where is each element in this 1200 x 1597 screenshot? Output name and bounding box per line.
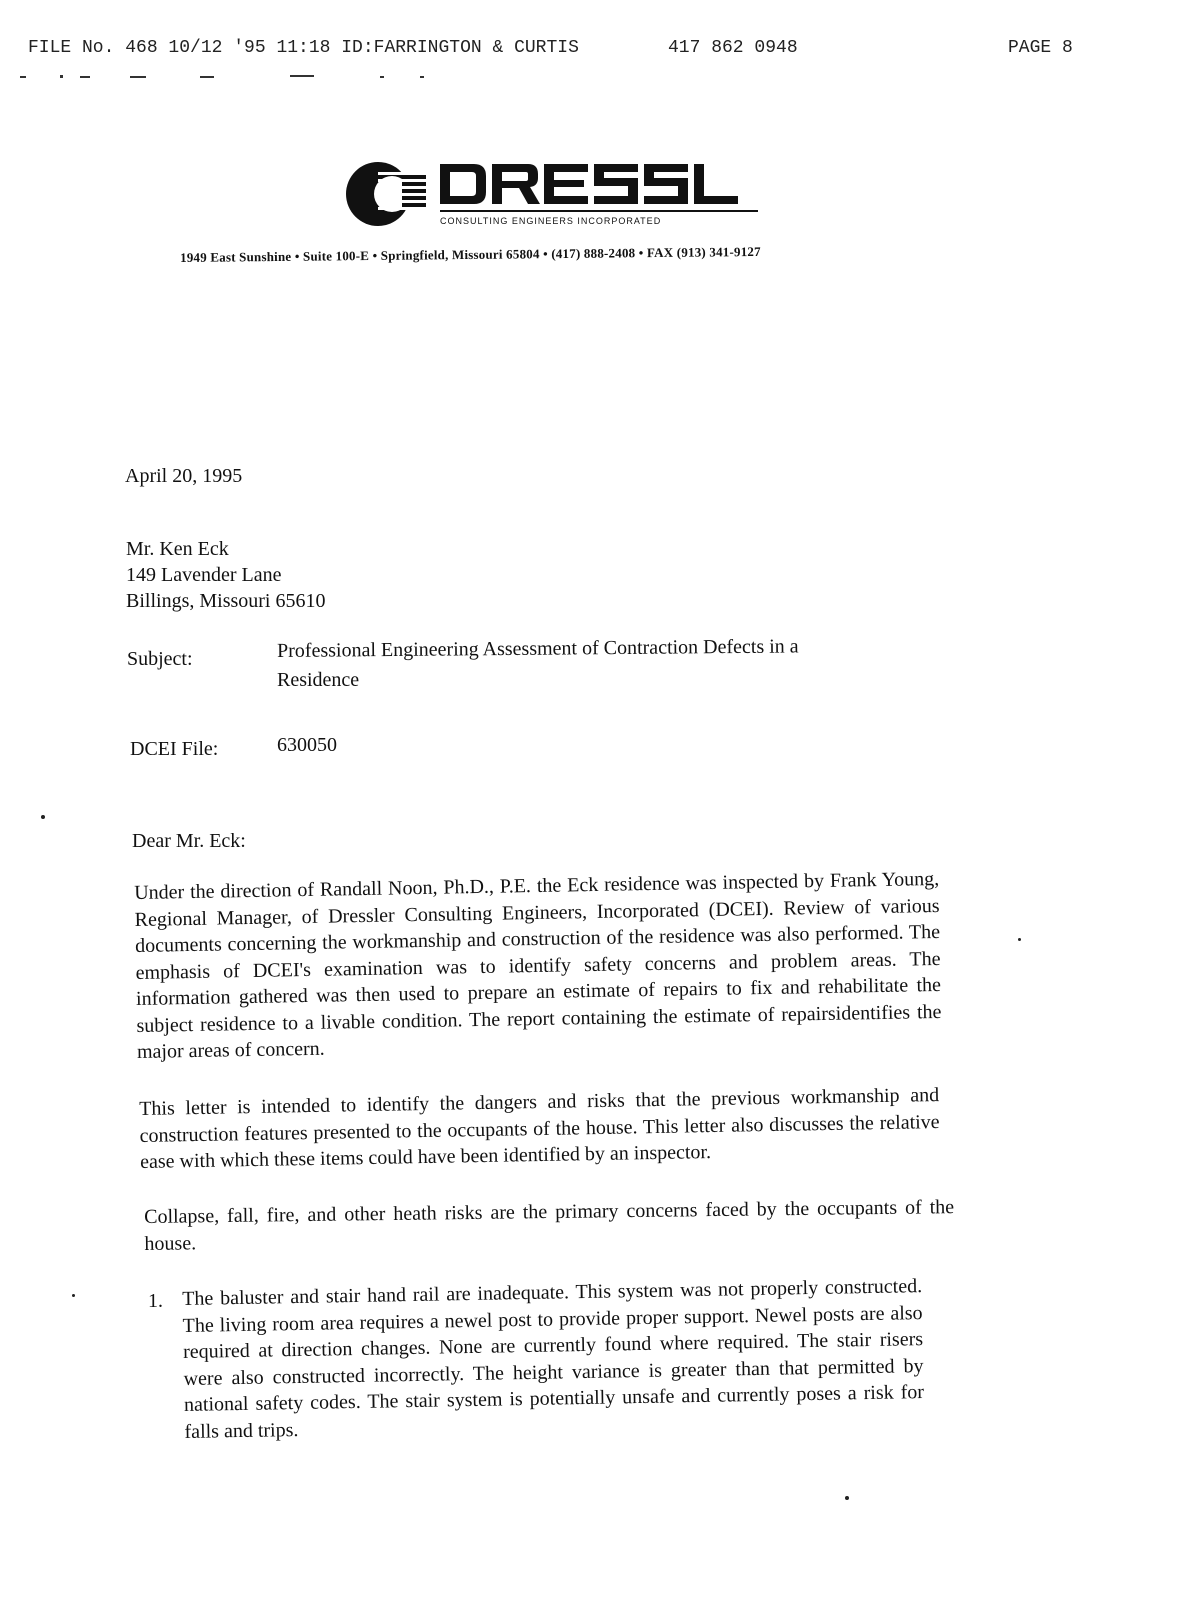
file-label: DCEI File: xyxy=(130,738,219,760)
letterhead-address: 1949 East Sunshine • Suite 100-E • Springfield, Missouri 65804 • (417) 888-2408 • FAX (913) 341-9127 xyxy=(180,243,761,265)
list-item-text: The baluster and stair hand rail are inadequate. This system was not properly constructed. The living room area requires a newel post to provide proper support. Newel posts are also required at direction changes. None are currently found where required. The stair risers were also constructed incorrectly. The height variance is greater than that permitted by national safety codes. The stair system is potentially unsafe and currently poses a risk for falls and trips. xyxy=(182,1275,925,1443)
paragraph-2: This letter is intended to identify the dangers and risks that the previous workmanship and construction features presented to the occupants of the house. This letter also discusses the relative ease with which these items could have been identified by an inspector. xyxy=(139,1084,940,1173)
letter-date: April 20, 1995 xyxy=(125,465,243,487)
file-number: 630050 xyxy=(277,734,337,756)
scan-speck xyxy=(845,1496,849,1500)
recipient-city-state-zip: Billings, Missouri 65610 xyxy=(126,590,326,612)
paragraph-3: Collapse, fall, fire, and other heath risks are the primary concerns faced by the occupants of the house. xyxy=(144,1196,955,1255)
subject-line-2: Residence xyxy=(277,669,360,691)
recipient-name: Mr. Ken Eck xyxy=(126,538,229,560)
scan-speck xyxy=(72,1294,75,1297)
fax-page: PAGE 8 xyxy=(1008,38,1073,58)
salutation: Dear Mr. Eck: xyxy=(132,830,246,852)
fax-phone: 417 862 0948 xyxy=(668,38,798,58)
subject-line-1: Professional Engineering Assessment of Contraction Defects in a xyxy=(277,635,799,662)
scan-speck xyxy=(1018,938,1021,941)
list-item-number: 1. xyxy=(148,1290,163,1312)
logo-tagline-art: CONSULTING ENGINEERS INCORPORATED xyxy=(440,216,662,226)
recipient-street: 149 Lavender Lane xyxy=(126,564,282,586)
paragraph-1: Under the direction of Randall Noon, Ph.D., P.E. the Eck residence was inspected by Frank Young, Regional Manager, of Dressler Consulting Engineers, Incorporated (DCEI). Review of various documents concerning the workmanship and construction of the residence was also performed. The emphasis of DCEI's examination was to identify safety concerns and problem areas. The information gathered was then used to prepare an estimate of repairs to fix and rehabilitate the subject residence to a livable condition. The report containing the estimate of repairsidentifies the major areas of concern. xyxy=(134,867,942,1063)
scan-speck xyxy=(41,815,45,819)
subject-label: Subject: xyxy=(127,648,193,670)
fax-file-info: FILE No. 468 10/12 '95 11:18 ID:FARRINGTON & CURTIS xyxy=(28,38,579,58)
